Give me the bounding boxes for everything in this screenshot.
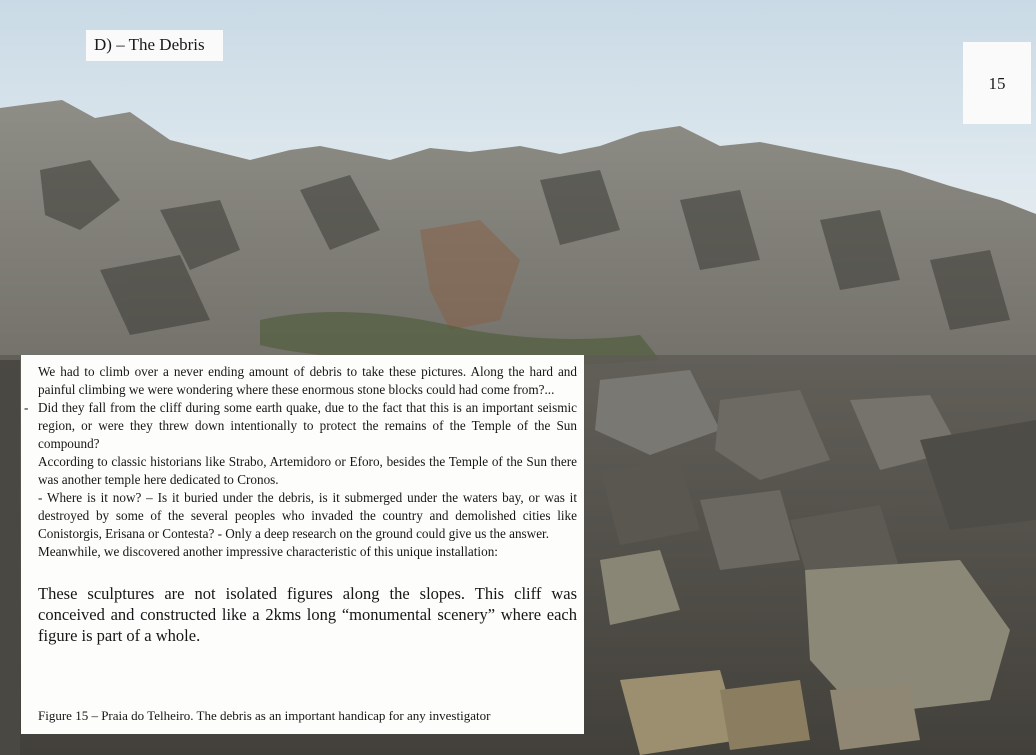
paragraph-dash-marker: - [24, 400, 29, 415]
text-panel [21, 355, 584, 734]
body-paragraph-1: We had to climb over a never ending amount of debris to take these pictures. Along the hard and painful climbing we were wondering where these enormous stone blocks could had come from?... [38, 364, 577, 397]
emphasis-paragraph: These sculptures are not isolated figures along the slopes. This cliff was conceived and constructed like a 2kms long “monumental scenery” where each figure is part of a whole. [38, 584, 577, 645]
page-number: 15 [988, 74, 1006, 93]
page-number-box [963, 42, 1031, 124]
body-paragraph-2 [24, 399, 577, 453]
section-heading-text: D) – The Debris [94, 35, 205, 54]
figure-caption: Figure 15 – Praia do Telheiro. The debris as an important handicap for any investigator [38, 708, 491, 723]
body-paragraph-2-text: Did they fall from the cliff during some earth quake, due to the fact that this is an important seismic region, or were they threw down intentionally to protect the remains of the Temple of the Sun compound? [38, 400, 577, 451]
body-paragraph-3: According to classic historians like Strabo, Artemidoro or Eforo, besides the Temple of the Sun there was another temple here dedicated to Cronos. [38, 454, 577, 487]
body-paragraph-5: Meanwhile, we discovered another impressive characteristic of this unique installation: [38, 544, 498, 559]
body-paragraph-4: - Where is it now? – Is it buried under the debris, is it submerged under the waters bay, or was it destroyed by some of the several peoples who invaded the country and demolished cities like Conistorgis, Erisana or Contesta? - Only a deep research on the ground could give us the answer. [38, 490, 577, 541]
section-heading [86, 30, 223, 61]
